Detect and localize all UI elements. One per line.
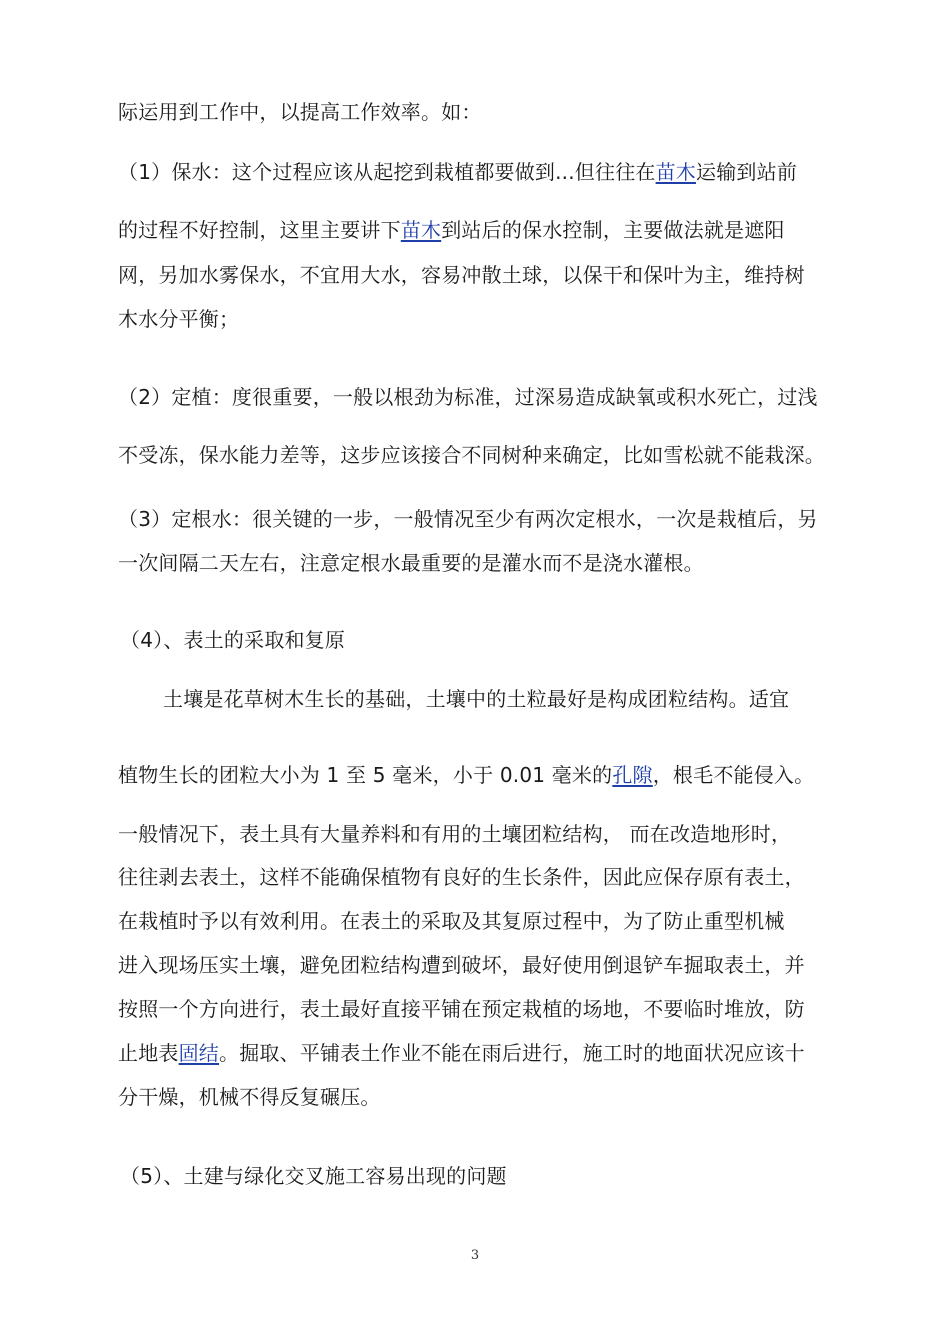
section-heading [120, 626, 860, 654]
text-span: 土壤是花草树木生长的基础，土壤中的土粒最好是构成团粒结构。适宜 [163, 687, 790, 711]
text-line [163, 685, 903, 713]
text-line [118, 761, 858, 789]
text-span: 。掘取、平铺表土作业不能在雨后进行，施工时的地面状况应该十 [219, 1041, 805, 1065]
text-span: 分干燥，机械不得反复碾压。 [118, 1085, 381, 1109]
text-line [118, 216, 858, 244]
text-line [118, 1039, 858, 1067]
text-span: ，根毛不能侵入。 [652, 763, 815, 787]
text-span: 按照一个方向进行，表土最好直接平铺在预定栽植的场地，不要临时堆放，防 [118, 997, 805, 1021]
link-miaomu[interactable]: 苗木 [655, 160, 697, 184]
link-miaomu[interactable]: 苗木 [400, 218, 442, 242]
text-span: 进入现场压实土壤，避免团粒结构遭到破坏，最好使用倒退铲车掘取表土，并 [118, 953, 805, 977]
text-span: 不受冻，保水能力差等，这步应该接合不同树种来确定，比如雪松就不能栽深。 [118, 443, 825, 467]
text-line [118, 951, 858, 979]
section-heading [120, 1162, 860, 1190]
text-span: （4）、表土的采取和复原 [120, 628, 346, 652]
text-span: 止地表 [118, 1041, 179, 1065]
text-span: （2）定植：度很重要，一般以根劲为标准，过深易造成缺氧或积水死亡，过浅 [118, 385, 818, 409]
text-line [118, 305, 858, 333]
text-line [118, 549, 858, 577]
text-span: 植物生长的团粒大小为 1 至 5 毫米，小于 0.01 毫米的 [118, 763, 613, 787]
text-span: 往往剥去表土，这样不能确保植物有良好的生长条件，因此应保存原有表土， [118, 865, 805, 889]
text-span: 网，另加水雾保水，不宜用大水，容易冲散土球，以保干和保叶为主，维持树 [118, 263, 805, 287]
text-span: 木水分平衡； [118, 307, 240, 331]
link-gujie[interactable]: 固结 [178, 1041, 220, 1065]
text-span: 的过程不好控制，这里主要讲下 [118, 218, 401, 242]
text-line [118, 820, 858, 848]
text-line [118, 863, 858, 891]
text-line [118, 505, 858, 533]
text-line [118, 383, 858, 411]
link-kongxi[interactable]: 孔隙 [612, 763, 653, 787]
text-line [118, 261, 858, 289]
text-line [118, 98, 858, 126]
text-line [118, 441, 858, 469]
text-line [118, 907, 858, 935]
page-number: 3 [470, 1248, 480, 1263]
text-line [118, 995, 858, 1023]
text-span: 在栽植时予以有效利用。在表土的采取及其复原过程中，为了防止重型机械 [118, 909, 785, 933]
text-line [118, 1083, 858, 1111]
text-span: 一般情况下，表土具有大量养料和有用的土壤团粒结构， 而在改造地形时， [118, 822, 792, 846]
text-span: （5）、土建与绿化交叉施工容易出现的问题 [120, 1164, 507, 1188]
text-line [118, 158, 858, 186]
text-span: 运输到站前 [696, 160, 798, 184]
text-span: 到站后的保水控制，主要做法就是遮阳 [441, 218, 785, 242]
text-span: 一次间隔二天左右，注意定根水最重要的是灌水而不是浇水灌根。 [118, 551, 704, 575]
text-span: （1）保水：这个过程应该从起挖到栽植都要做到...但往往在 [118, 160, 656, 184]
text-span: 际运用到工作中，以提高工作效率。如： [118, 100, 482, 124]
text-span: （3）定根水：很关键的一步，一般情况至少有两次定根水，一次是栽植后，另 [118, 507, 818, 531]
